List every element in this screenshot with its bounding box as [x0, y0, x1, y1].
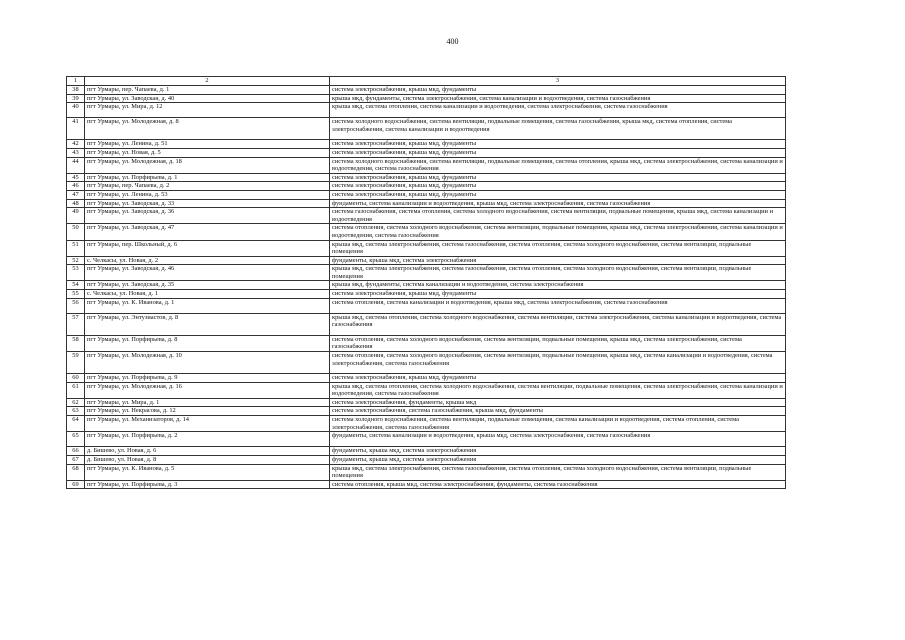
row-works: система электроснабжения, система газоснабжения, крыша мкд, фундаменты	[330, 407, 786, 416]
table-row	[67, 265, 786, 281]
row-works: крыша мкд, система отопления, система холодного водоснабжения, система вентиляции, система электроснабжения, система канализации и водоотведения, система газоснабжения	[330, 313, 786, 335]
row-number: 48	[67, 199, 85, 208]
table-row	[67, 416, 786, 432]
row-address: пгт Урмары, ул. Заводская, д. 35	[85, 281, 330, 290]
row-works: фундаменты, система канализации и водоотведения, крыша мкд, система электроснабжения, система газоснабжения	[330, 432, 786, 447]
table-row	[67, 148, 786, 157]
table-row	[67, 290, 786, 299]
table-row	[67, 140, 786, 149]
row-works: система электроснабжения, крыша мкд, фундаменты	[330, 148, 786, 157]
row-works: система холодного водоснабжения, система вентиляции, подвальные помещения, система отопления, крыша мкд, система электроснабжения, система канализации и водоотведения, система газоснабжения	[330, 157, 786, 173]
row-works: система электроснабжения, фундаменты, крыша мкд	[330, 398, 786, 407]
row-address: с. Челкасы, ул. Новая, д. 2	[85, 256, 330, 265]
table-row	[67, 208, 786, 224]
row-works: фундаменты, крыша мкд, система электроснабжения	[330, 447, 786, 456]
row-address: пгт Урмары, ул. Новая, д. 5	[85, 148, 330, 157]
row-works: крыша мкд, система электроснабжения, система газоснабжения, система отопления, система холодного водоснабжения, система вентиляции, подвальные помещения	[330, 265, 786, 281]
row-number: 44	[67, 157, 85, 173]
row-address: пгт Урмары, пер. Школьный, д. 6	[85, 240, 330, 256]
row-number: 46	[67, 182, 85, 191]
row-address: пгт Урмары, ул. Порфирьева, д. 9	[85, 374, 330, 383]
row-number: 62	[67, 398, 85, 407]
row-works: система отопления, система холодного водоснабжения, система вентиляции, подвальные помещения, крыша мкд, система электроснабжения, система канализации и водоотведения, система газоснабжения	[330, 224, 786, 240]
row-address: пгт Урмары, ул. Механизаторов, д. 14	[85, 416, 330, 432]
row-works: система отопления, система холодного водоснабжения, система вентиляции, подвальные помещения, крыша мкд, система электроснабжения, система газоснабжения	[330, 335, 786, 351]
row-works: крыша мкд, фундаменты, система электроснабжения, система канализации и водоотведения, система газоснабжения	[330, 94, 786, 103]
row-address: пгт Урмары, ул. Порфирьева, д. 1	[85, 173, 330, 182]
row-address: пгт Урмары, ул. Порфирьева, д. 8	[85, 335, 330, 351]
row-address: пгт Урмары, ул. Энтузиастов, д. 8	[85, 313, 330, 335]
row-works: система электроснабжения, крыша мкд, фундаменты	[330, 86, 786, 95]
row-number: 57	[67, 313, 85, 335]
row-number: 41	[67, 118, 85, 140]
row-address: пгт Урмары, пер. Чапаева, д. 2	[85, 182, 330, 191]
row-works: крыша мкд, фундаменты, система канализации и водоотведения, система электроснабжения	[330, 281, 786, 290]
table-row	[67, 256, 786, 265]
table-row	[67, 313, 786, 335]
header-cell-works: 3	[330, 77, 786, 86]
row-works: система холодного водоснабжения, система вентиляции, подвальные помещения, система канализации и водоотведения, система отопления, система электроснабжения, система газоснабжения	[330, 416, 786, 432]
header-cell-number: 1	[67, 77, 85, 86]
row-number: 45	[67, 173, 85, 182]
table-row	[67, 281, 786, 290]
table-row	[67, 464, 786, 480]
page-number: 400	[446, 37, 459, 46]
row-number: 56	[67, 298, 85, 313]
row-works: крыша мкд, система отопления, система холодного водоснабжения, система вентиляции, подвальные помещения, система электроснабжения, система канализации и водоотведения, система газоснабжения	[330, 382, 786, 398]
row-number: 54	[67, 281, 85, 290]
table-row	[67, 374, 786, 383]
row-number: 39	[67, 94, 85, 103]
row-works: система газоснабжения, система отопления, система холодного водоснабжения, система вентиляции, подвальные помещения, крыша мкд, система канализации и водоотведения	[330, 208, 786, 224]
row-works: система электроснабжения, крыша мкд, фундаменты	[330, 290, 786, 299]
header-cell-address: 2	[85, 77, 330, 86]
row-works: система отопления, система канализации и водоотведения, крыша мкд, система электроснабжения, система газоснабжения	[330, 298, 786, 313]
table-row	[67, 190, 786, 199]
row-works: система электроснабжения, крыша мкд, фундаменты	[330, 190, 786, 199]
row-works: система электроснабжения, крыша мкд, фундаменты	[330, 140, 786, 149]
row-number: 67	[67, 455, 85, 464]
row-number: 47	[67, 190, 85, 199]
table-row	[67, 240, 786, 256]
row-number: 58	[67, 335, 85, 351]
row-number: 50	[67, 224, 85, 240]
row-works: система холодного водоснабжения, система вентиляции, подвальные помещения, система газоснабжения, крыша мкд, система отопления, система электроснабжения, система канализации и водоотведения	[330, 118, 786, 140]
row-address: пгт Урмары, ул. Мира, д. 1	[85, 398, 330, 407]
row-number: 69	[67, 480, 85, 489]
table-row	[67, 480, 786, 489]
row-address: пгт Урмары, ул. Молодежная, д. 10	[85, 352, 330, 374]
row-address: пгт Урмары, ул. Заводская, д. 46	[85, 265, 330, 281]
row-number: 61	[67, 382, 85, 398]
row-number: 53	[67, 265, 85, 281]
row-number: 55	[67, 290, 85, 299]
row-address: пгт Урмары, ул. Заводская, д. 33	[85, 199, 330, 208]
row-address: пгт Урмары, ул. К. Иванова, д. 1	[85, 298, 330, 313]
row-works: фундаменты, крыша мкд, система электроснабжения	[330, 455, 786, 464]
row-works: крыша мкд, система электроснабжения, система газоснабжения, система отопления, система холодного водоснабжения, система вентиляции, подвальные помещения	[330, 464, 786, 480]
row-works: фундаменты, крыша мкд, система электроснабжения	[330, 256, 786, 265]
table-row	[67, 182, 786, 191]
table-row	[67, 398, 786, 407]
table-row	[67, 407, 786, 416]
row-address: пгт Урмары, ул. К. Иванова, д. 5	[85, 464, 330, 480]
row-number: 64	[67, 416, 85, 432]
table-row	[67, 335, 786, 351]
table-row	[67, 447, 786, 456]
table-row	[67, 94, 786, 103]
row-number: 51	[67, 240, 85, 256]
table-row	[67, 86, 786, 95]
table-row	[67, 432, 786, 447]
row-number: 63	[67, 407, 85, 416]
row-address: д. Бишево, ул. Новая, д. 6	[85, 447, 330, 456]
table-row	[67, 352, 786, 374]
row-number: 65	[67, 432, 85, 447]
row-number: 38	[67, 86, 85, 95]
row-number: 52	[67, 256, 85, 265]
row-number: 42	[67, 140, 85, 149]
row-address: пгт Урмары, ул. Порфирьева, д. 3	[85, 480, 330, 489]
row-address: пгт Урмары, ул. Порфирьева, д. 2	[85, 432, 330, 447]
row-address: д. Бишево, ул. Новая, д. 8	[85, 455, 330, 464]
row-number: 66	[67, 447, 85, 456]
row-address: с. Челкасы, ул. Новая, д. 1	[85, 290, 330, 299]
table-header-row	[67, 77, 786, 86]
row-works: система электроснабжения, крыша мкд, фундаменты	[330, 182, 786, 191]
row-address: пгт Урмары, пер. Чапаева, д. 1	[85, 86, 330, 95]
row-address: пгт Урмары, ул. Некрасова, д. 12	[85, 407, 330, 416]
row-address: пгт Урмары, ул. Заводская, д. 36	[85, 208, 330, 224]
row-address: пгт Урмары, ул. Ленина, д. 51	[85, 140, 330, 149]
table-row	[67, 298, 786, 313]
row-address: пгт Урмары, ул. Мира, д. 12	[85, 103, 330, 118]
row-number: 68	[67, 464, 85, 480]
row-works: система отопления, система холодного водоснабжения, система вентиляции, подвальные помещения, крыша мкд, система канализации и водоотведения, система электроснабжения, система газоснабжения	[330, 352, 786, 374]
table-row	[67, 157, 786, 173]
row-number: 49	[67, 208, 85, 224]
table-row	[67, 455, 786, 464]
row-address: пгт Урмары, ул. Молодежная, д. 18	[85, 157, 330, 173]
row-works: крыша мкд, система отопления, система канализации и водоотведения, система электроснабжения, система газоснабжения	[330, 103, 786, 118]
row-number: 60	[67, 374, 85, 383]
row-number: 43	[67, 148, 85, 157]
table-row	[67, 103, 786, 118]
row-works: система электроснабжения, крыша мкд, фундаменты	[330, 374, 786, 383]
table-row	[67, 199, 786, 208]
row-address: пгт Урмары, ул. Молодежная, д. 16	[85, 382, 330, 398]
row-number: 40	[67, 103, 85, 118]
registry-table	[66, 76, 786, 489]
table-row	[67, 224, 786, 240]
table-row	[67, 118, 786, 140]
row-number: 59	[67, 352, 85, 374]
row-address: пгт Урмары, ул. Заводская, д. 40	[85, 94, 330, 103]
table-row	[67, 173, 786, 182]
row-address: пгт Урмары, ул. Молодежная, д. 8	[85, 118, 330, 140]
row-address: пгт Урмары, ул. Ленина, д. 53	[85, 190, 330, 199]
row-works: фундаменты, система канализации и водоотведения, крыша мкд, система электроснабжения, система газоснабжения	[330, 199, 786, 208]
row-works: крыша мкд, система электроснабжения, система газоснабжения, система отопления, система холодного водоснабжения, система вентиляции, подвальные помещения	[330, 240, 786, 256]
row-address: пгт Урмары, ул. Заводская, д. 47	[85, 224, 330, 240]
row-works: система электроснабжения, крыша мкд, фундаменты	[330, 173, 786, 182]
row-works: система отопления, крыша мкд, система электроснабжения, фундаменты, система газоснабжения	[330, 480, 786, 489]
table-row	[67, 382, 786, 398]
